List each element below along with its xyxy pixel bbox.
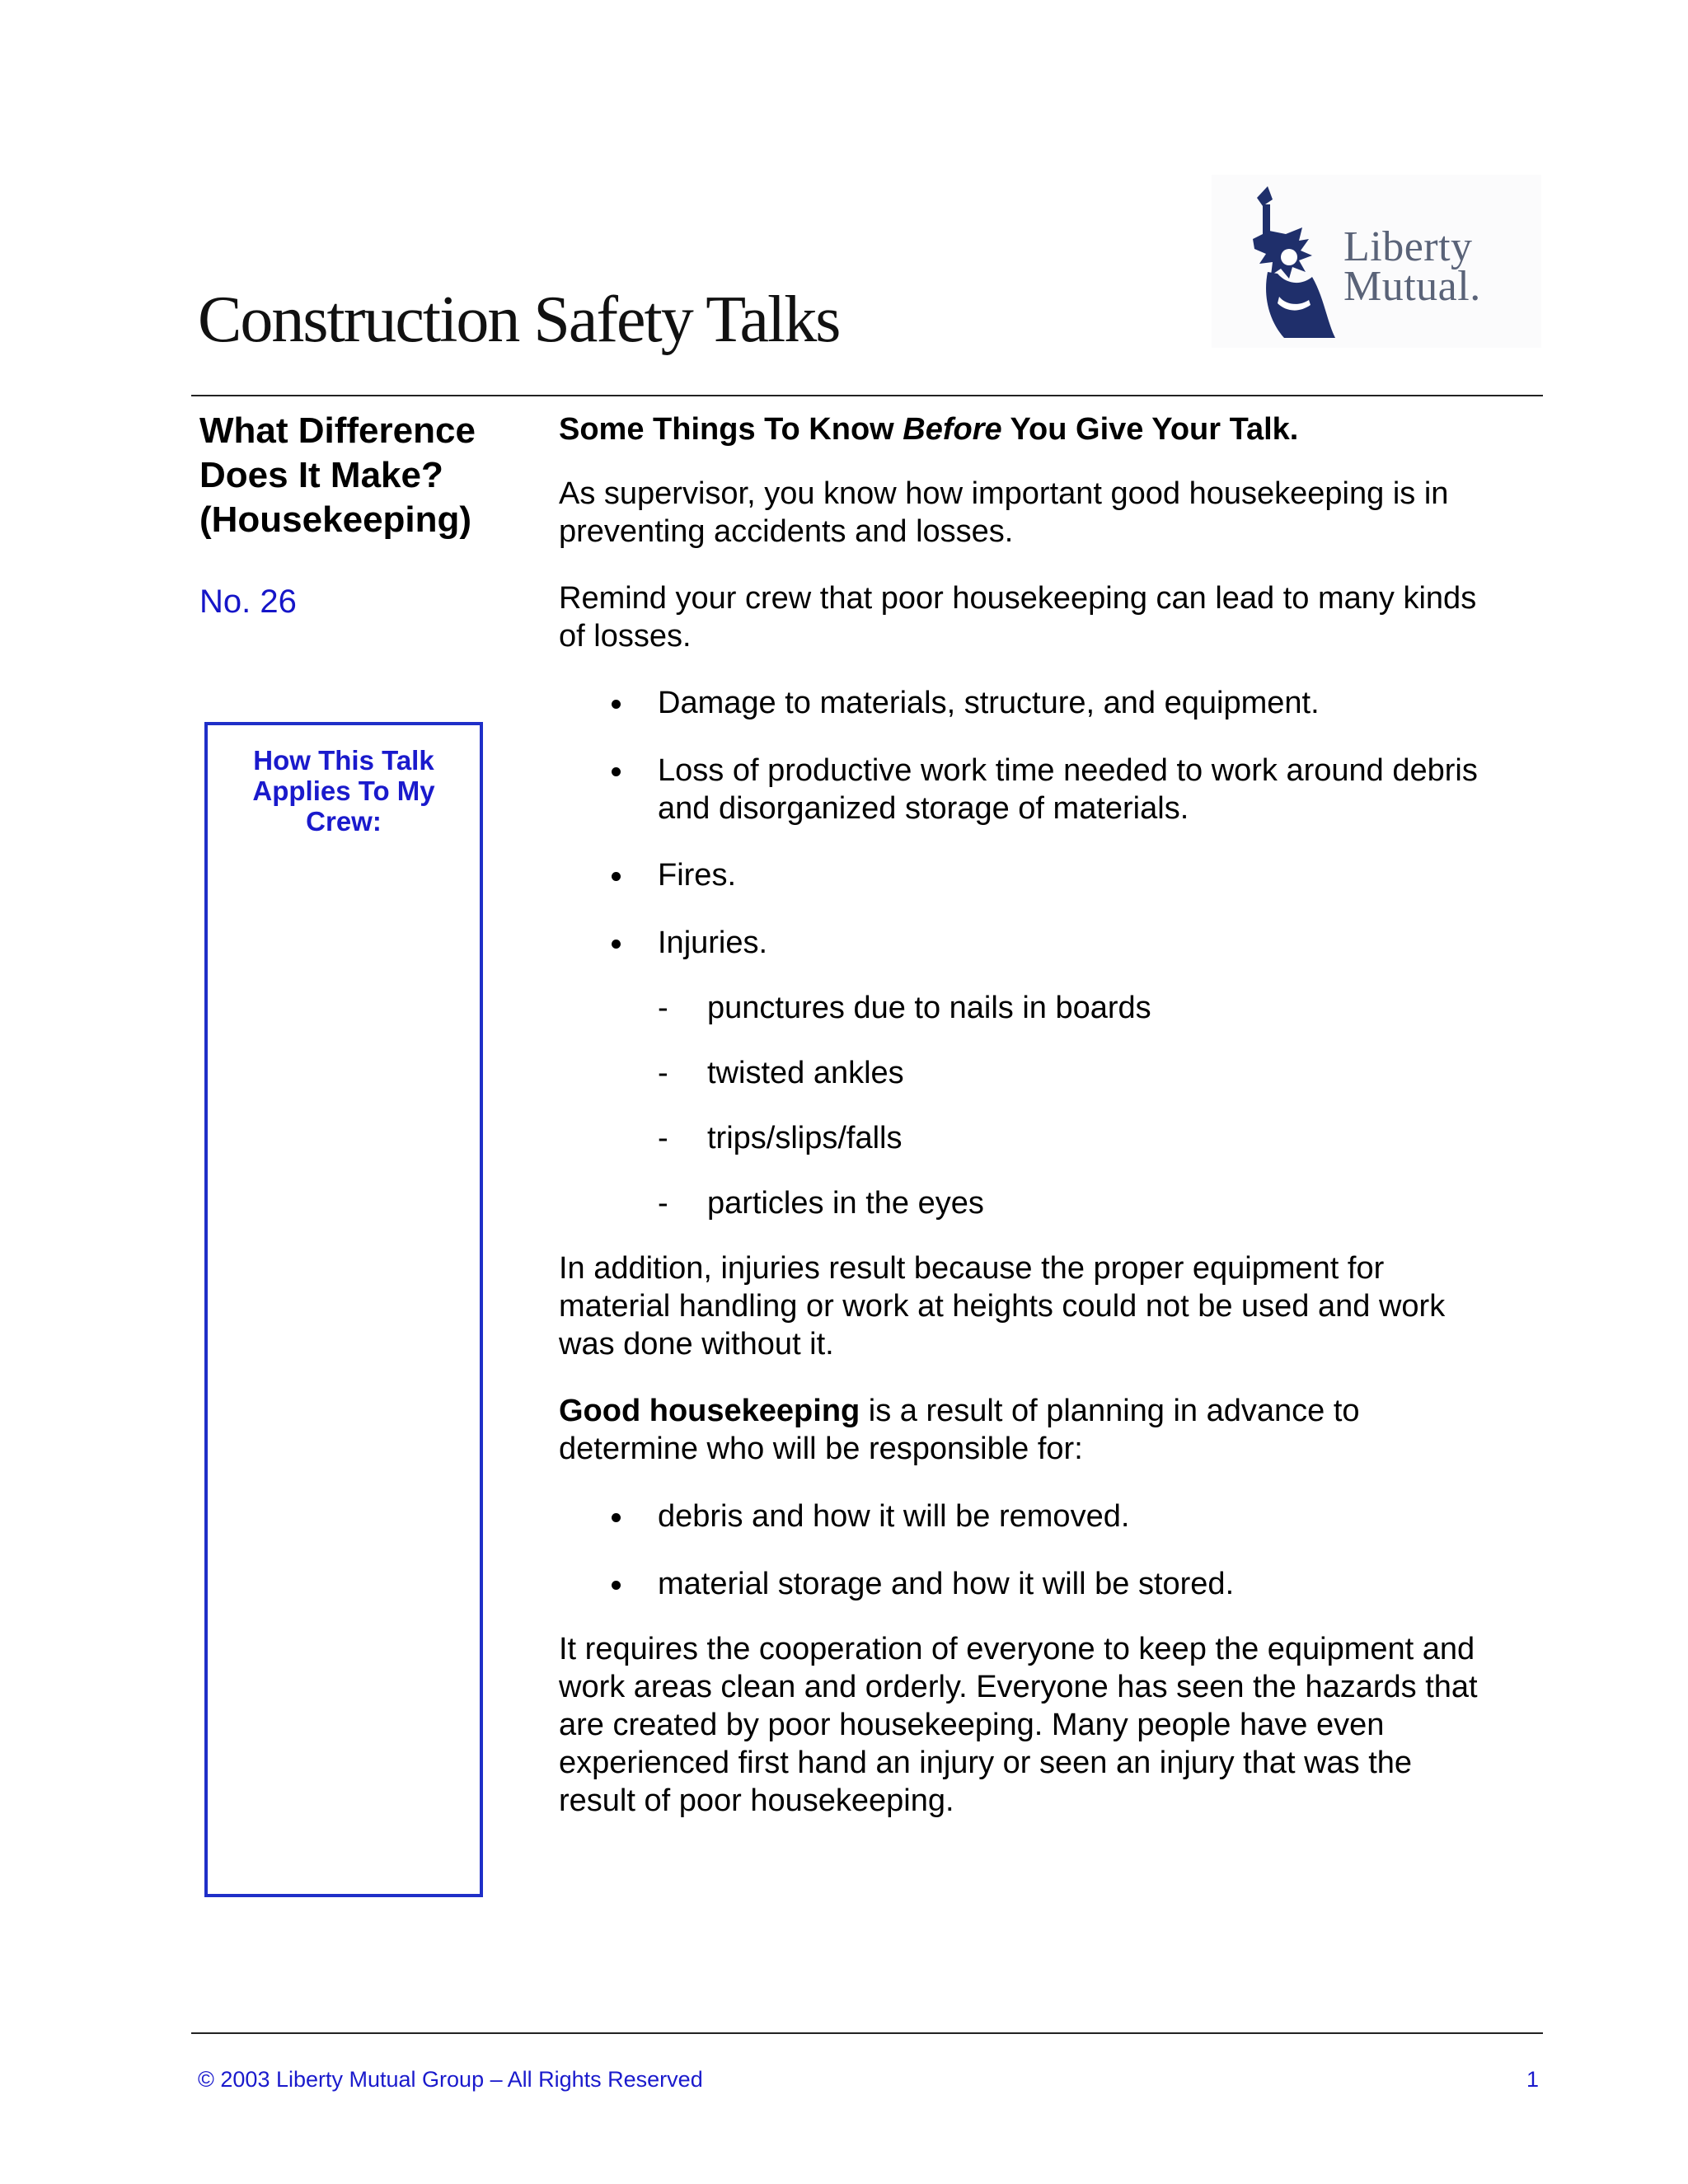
- paragraph-line: It requires the cooperation of everyone to keep the equipment and: [559, 1632, 1475, 1666]
- heading-text: Some Things To Know: [559, 412, 903, 447]
- page-number: 1: [1526, 2067, 1540, 2092]
- logo-text-mutual: Mutual.: [1343, 263, 1481, 310]
- list-item: [608, 856, 736, 894]
- logo-text-liberty: Liberty: [1343, 223, 1473, 270]
- crew-notes-label: [208, 745, 480, 837]
- sub-list-item: [658, 989, 1151, 1027]
- talk-title: [199, 409, 529, 542]
- cooperation-paragraph: [559, 1630, 1478, 1820]
- liberty-mutual-logo: [1212, 175, 1541, 348]
- paragraph-line: Remind your crew that poor housekeeping can lead to many kinds: [559, 581, 1477, 616]
- list-item-text: debris and how it will be removed.: [658, 1499, 1130, 1534]
- footer-divider: [191, 2032, 1543, 2034]
- talk-title-line: Does It Make?: [199, 455, 443, 495]
- paragraph-line: As supervisor, you know how important good housekeeping is in: [559, 476, 1449, 511]
- paragraph-line: preventing accidents and losses.: [559, 514, 1014, 549]
- list-item-text: Damage to materials, structure, and equipment.: [658, 686, 1320, 720]
- reminder-paragraph: [559, 579, 1476, 655]
- dash-marker: -: [658, 1186, 668, 1221]
- dash-marker: -: [658, 1121, 668, 1155]
- copyright-notice: © 2003 Liberty Mutual Group – All Rights Reserved: [198, 2067, 703, 2092]
- sub-list-item: [658, 1054, 904, 1092]
- list-item-text: Fires.: [658, 858, 736, 893]
- dash-marker: -: [658, 991, 668, 1025]
- intro-paragraph: [559, 475, 1448, 551]
- paragraph-line: material handling or work at heights could not be used and work: [559, 1289, 1446, 1324]
- talk-number: No. 26: [199, 583, 297, 620]
- sub-list-item: [658, 1119, 903, 1157]
- list-item: [608, 924, 767, 962]
- list-item: [608, 1497, 1129, 1535]
- planning-paragraph: [559, 1392, 1360, 1468]
- talk-title-line: (Housekeeping): [199, 499, 472, 540]
- list-item-text: material storage and how it will be stored.: [658, 1567, 1235, 1601]
- sub-list-item-text: trips/slips/falls: [707, 1121, 903, 1155]
- dash-marker: -: [658, 1056, 668, 1090]
- document-title: Construction Safety Talks: [198, 284, 840, 356]
- list-item-text: Injuries.: [658, 926, 768, 960]
- sub-list-item: [658, 1184, 984, 1222]
- talk-title-line: What Difference: [199, 410, 476, 451]
- list-item-text: Loss of productive work time needed to work around debris: [658, 753, 1478, 788]
- paragraph-line: determine who will be responsible for:: [559, 1432, 1083, 1466]
- crew-notes-label-line: How This Talk: [253, 745, 434, 776]
- injuries-paragraph: [559, 1249, 1445, 1363]
- paragraph-line: was done without it.: [559, 1327, 834, 1361]
- paragraph-line: work areas clean and orderly. Everyone has seen the hazards that: [559, 1670, 1478, 1704]
- sub-list-item-text: twisted ankles: [707, 1056, 904, 1090]
- paragraph-line: result of poor housekeeping.: [559, 1783, 954, 1818]
- heading-emphasis: Before: [903, 412, 1002, 447]
- section-heading: [559, 410, 1298, 448]
- list-item: [608, 684, 1320, 722]
- list-item-text: and disorganized storage of materials.: [658, 791, 1189, 826]
- paragraph-line: [559, 1392, 1360, 1430]
- paragraph-line: In addition, injuries result because the proper equipment for: [559, 1251, 1385, 1286]
- crew-notes-label-line: Crew:: [306, 806, 382, 837]
- sub-list-item-text: particles in the eyes: [707, 1186, 984, 1221]
- crew-notes-box[interactable]: [204, 722, 483, 1897]
- header-divider: [191, 395, 1543, 396]
- paragraph-line: are created by poor housekeeping. Many people have even: [559, 1708, 1385, 1742]
- bold-term: Good housekeeping: [559, 1394, 860, 1428]
- list-item: [608, 752, 1478, 827]
- paragraph-line: experienced first hand an injury or seen an injury that was the: [559, 1746, 1413, 1780]
- crew-notes-label-line: Applies To My: [252, 776, 435, 806]
- sub-list-item-text: punctures due to nails in boards: [707, 991, 1151, 1025]
- statue-of-liberty-icon: [1220, 181, 1343, 346]
- heading-text: You Give Your Talk.: [1001, 412, 1299, 447]
- paragraph-line: of losses.: [559, 619, 692, 654]
- list-item: [608, 1565, 1234, 1603]
- paragraph-text: is a result of planning in advance to: [860, 1394, 1360, 1428]
